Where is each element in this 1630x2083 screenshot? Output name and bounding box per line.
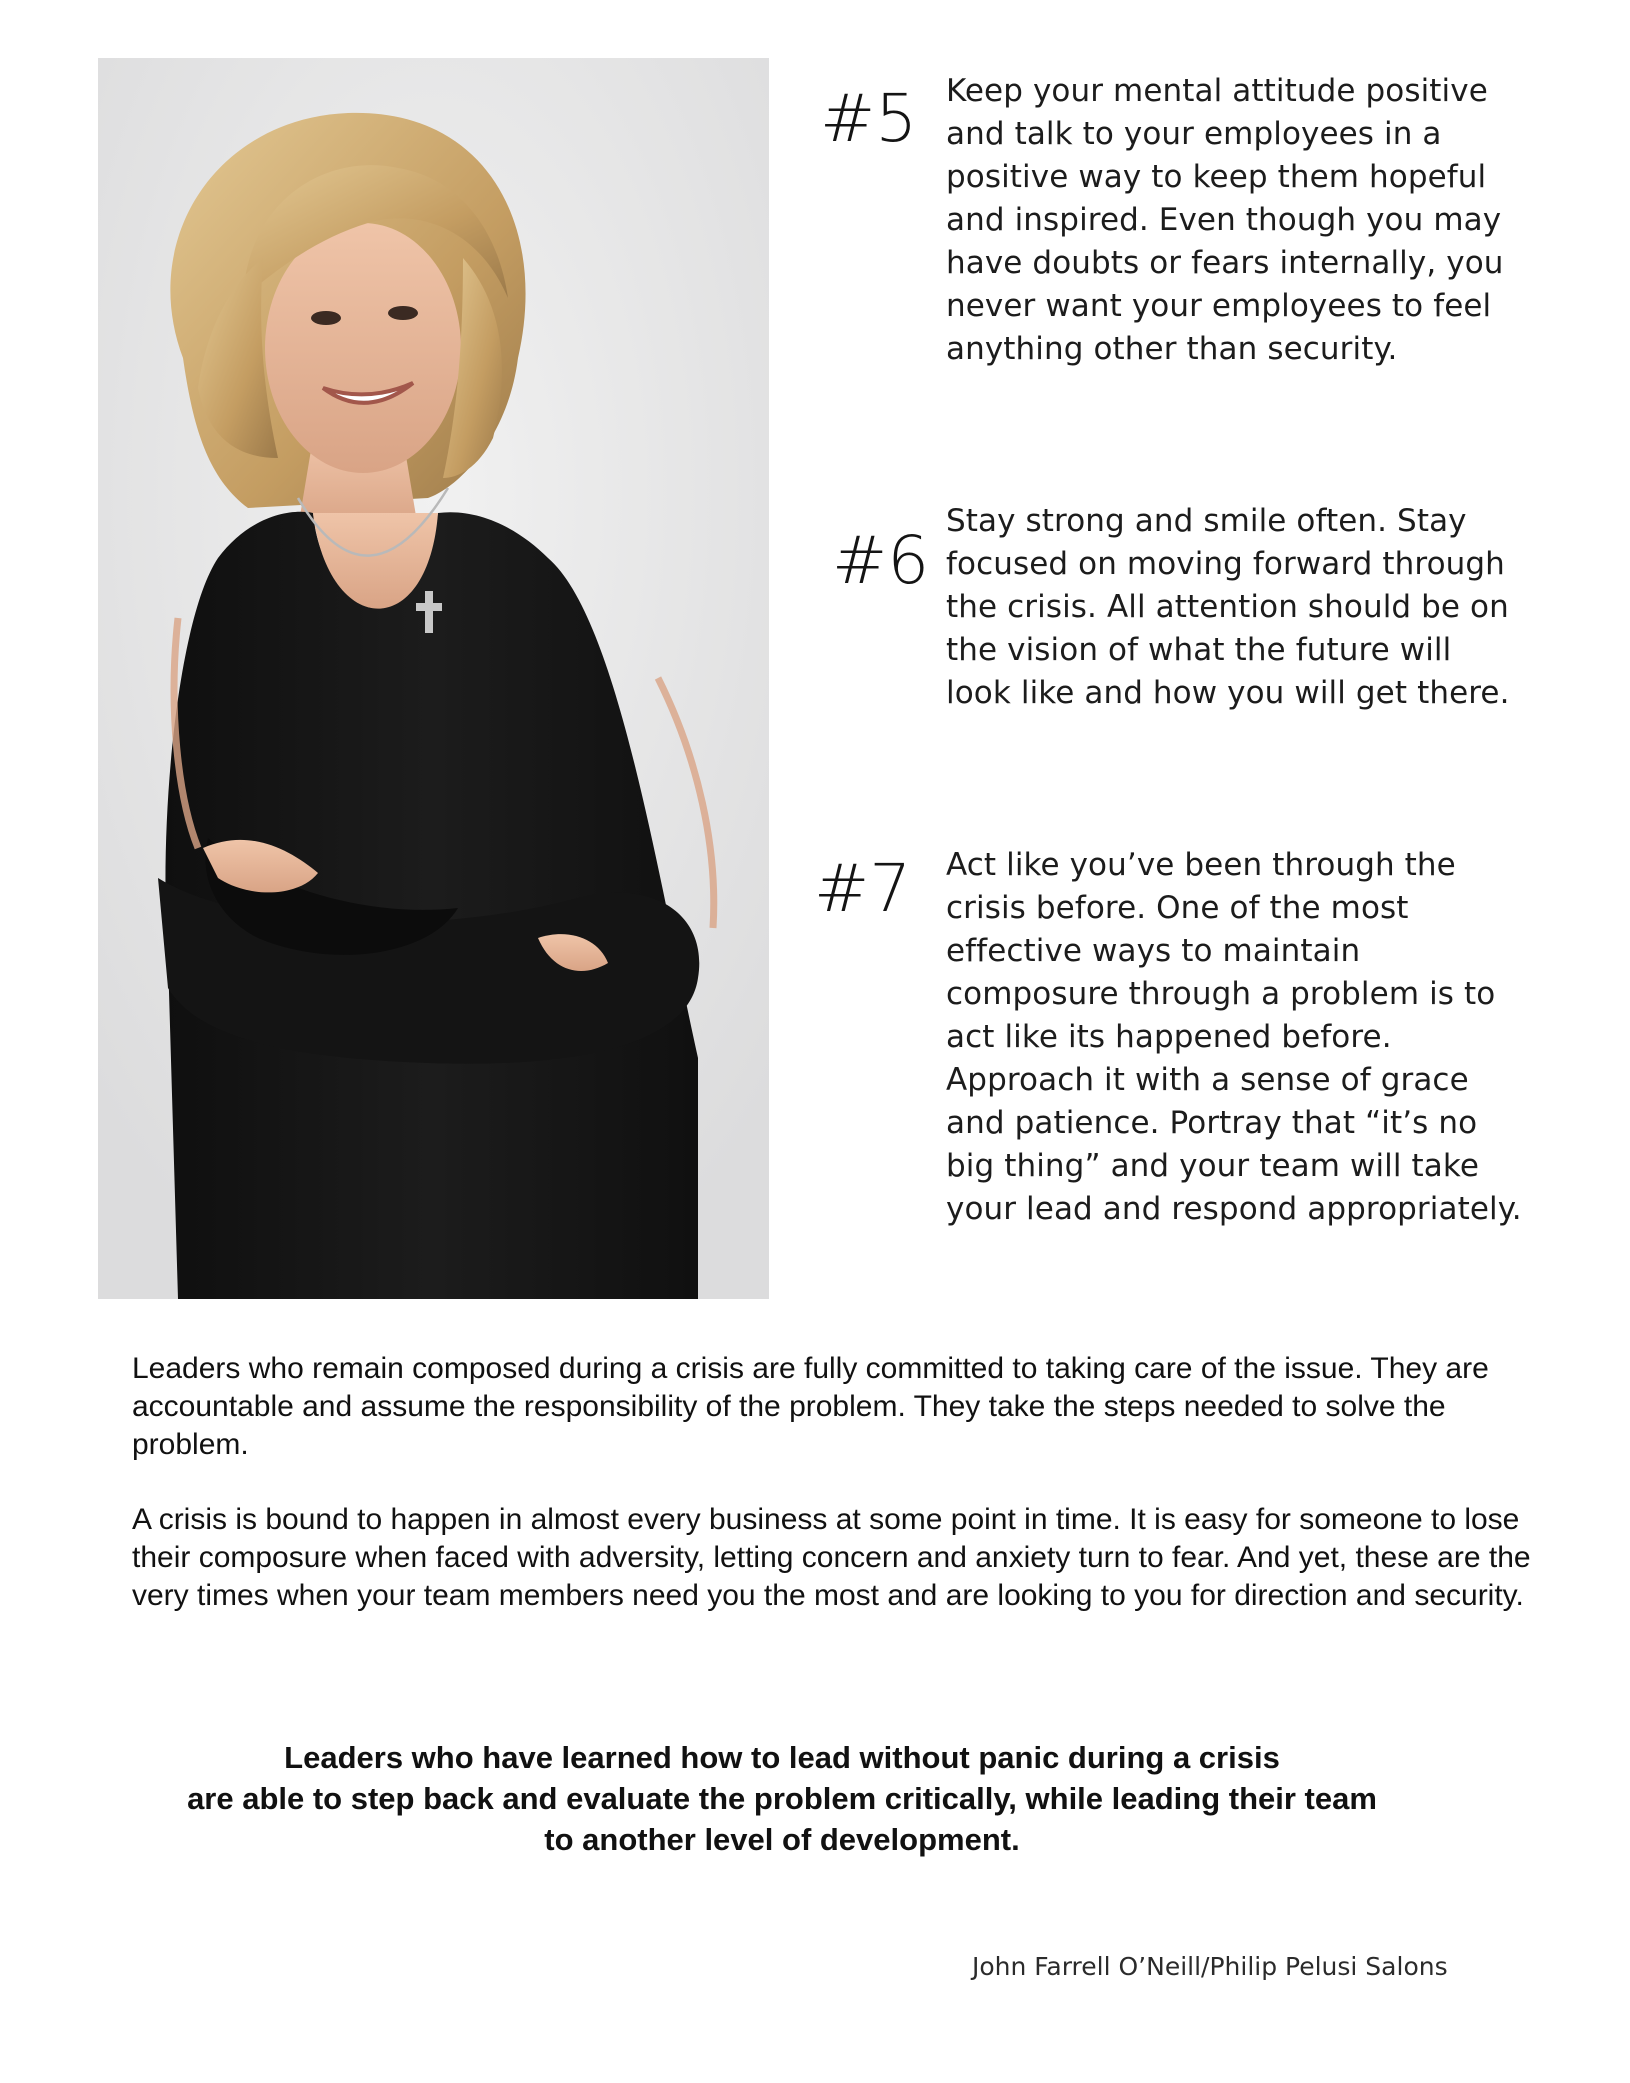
- callout-line: Leaders who have learned how to lead without panic during a crisis: [284, 1740, 1280, 1775]
- portrait-illustration: [98, 58, 769, 1299]
- callout-line: are able to step back and evaluate the problem critically, while leading their team: [187, 1781, 1377, 1816]
- tip-number: #6: [832, 522, 930, 599]
- tip-text: Act like you’ve been through the crisis before. One of the most effective ways to maintain composure through a problem is to act like its happened before. Approach it with a sense of grace and patience. Portray that “it’s no big thing” and your team will take your lead and respond appropriately.: [946, 847, 1522, 1227]
- tip-text: Stay strong and smile often. Stay focused on moving forward through the crisis. All attention should be on the vision of what the future will look like and how you will get there.: [946, 503, 1510, 711]
- callout-line: to another level of development.: [544, 1822, 1020, 1857]
- body-paragraph: A crisis is bound to happen in almost every business at some point in time. It is easy for someone to lose their composure when faced with adversity, letting concern and anxiety turn to fear. And yet, these are the very times when your team members need you the most and are looking to you for direction and security.: [132, 1503, 1531, 1612]
- author-credit: John Farrell O’Neill/Philip Pelusi Salons: [972, 1952, 1448, 1981]
- body-paragraph: Leaders who remain composed during a crisis are fully committed to taking care of the issue. They are accountable and assume the responsibility of the problem. They take the steps needed to solve the problem.: [132, 1352, 1489, 1461]
- tip-number: #7: [814, 850, 912, 927]
- tip-text: Keep your mental attitude positive and talk to your employees in a positive way to keep them hopeful and inspired. Even though you may have doubts or fears internally, you never want your employees to feel anything other than security.: [946, 73, 1504, 367]
- body-text: [132, 1350, 1532, 1652]
- callout-quote: [132, 1737, 1432, 1860]
- tip-number: #5: [820, 80, 918, 157]
- portrait-photo: [98, 58, 769, 1299]
